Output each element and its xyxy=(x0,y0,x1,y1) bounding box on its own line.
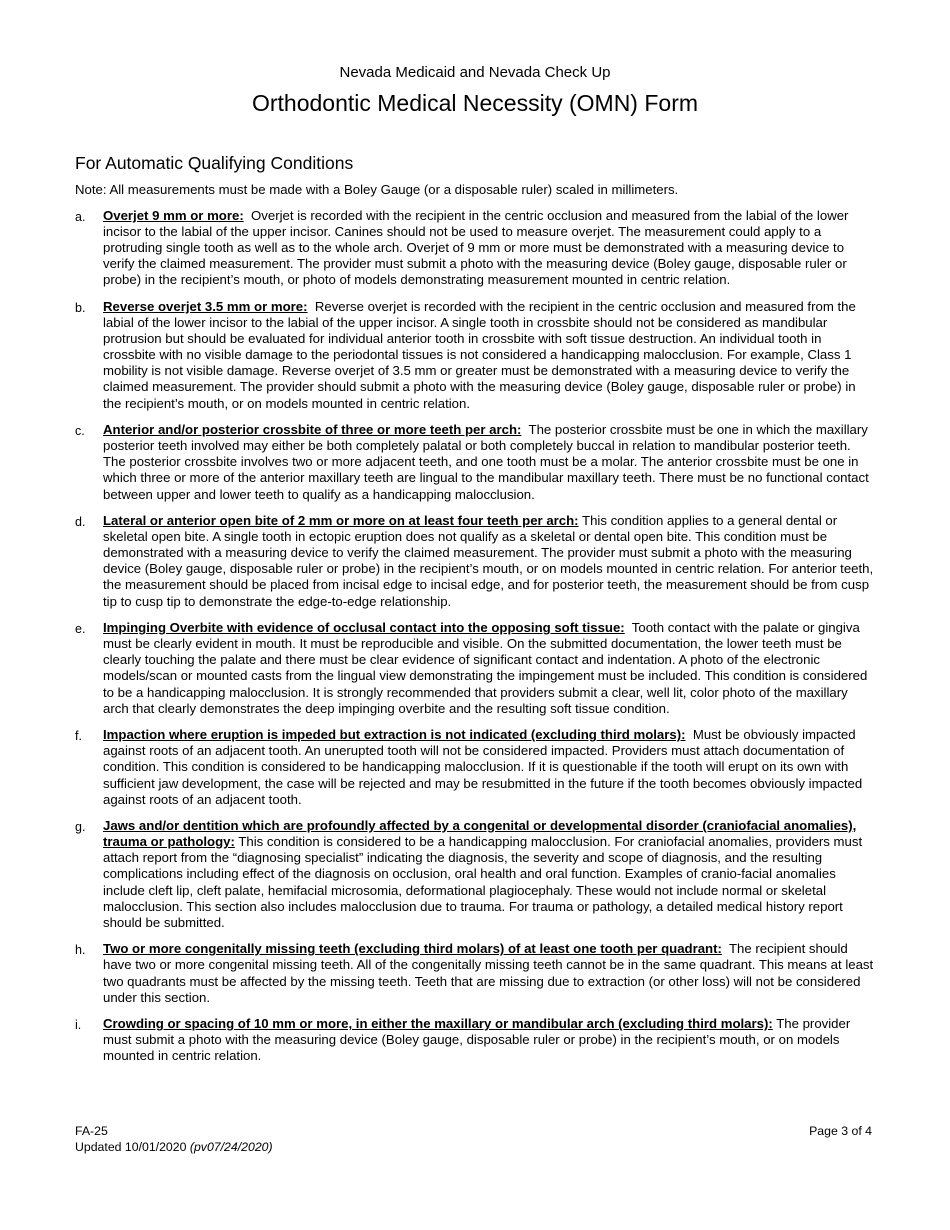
item-letter: f. xyxy=(75,729,82,744)
condition-item xyxy=(75,727,875,807)
item-heading: Impinging Overbite with evidence of occlusal contact into the opposing soft tissue: xyxy=(103,620,625,636)
item-text: Tooth contact with the palate or gingiva must be clearly evident in mouth. It must be reproducible and visible. On the submitted documentation, the lower teeth must be clearly touching the palate and there must be clear evidence of significant contact and indentation. A photo of the electronic models/scan or mounted casts from the lingual view demonstrating the impingement must be included. This condition is considered to be a handicapping malocclusion. It is strongly recommended that providers submit a clear, well lit, color photo of the maxillary arch that clearly demonstrates the deep impinging overbite and the resulting soft tissue condition. xyxy=(103,620,868,716)
item-text: This condition applies to a general dental or skeletal open bite. A single tooth in ectopic eruption does not qualify as a skeletal or dental open bite. This condition must be demonstrated with a measuring device to verify the claimed measurement. The provider must submit a photo with the measuring device (Boley gauge, disposable ruler or probe) in the recipient’s mouth, or on models mounted in centric relation. For anterior teeth, the measurement should be placed from incisal edge to incisal edge, and for posterior teeth, the measurement should be from cusp tip to cusp tip to demonstrate the edge-to-edge relationship. xyxy=(103,513,874,609)
organization-name: Nevada Medicaid and Nevada Check Up xyxy=(339,64,611,81)
item-letter: i. xyxy=(75,1018,82,1033)
item-letter: a. xyxy=(75,210,86,224)
item-text: This condition is considered to be a handicapping malocclusion. For craniofacial anomalies, providers must attach report from the “diagnosing specialist” indicating the diagnosis, the severity and scope of diagnosis, and the resulting complications including effect of the diagnosis on occlusion, oral health and oral function. Examples of cranio-facial anomalies include cleft lip, cleft palate, hemifacial microsomia, deformational plagiocephaly. These would not include normal or skeletal malocclusion. This section also includes malocclusion due to trauma. For trauma or pathology, a detailed medical history report should be submitted. xyxy=(103,834,863,930)
form-title: Orthodontic Medical Necessity (OMN) Form xyxy=(251,90,699,116)
item-letter: c. xyxy=(75,424,85,439)
item-text: The posterior crossbite must be one in which the maxillary posterior teeth involved may either be both completely palatal or both completely buccal in relation to mandibular posterior teeth. The posterior crossbite involves two or more adjacent teeth, and one tooth must be a molar. The anterior crossbite must be one in which three or more of the anterior maxillary teeth are lingual to the mandibular maxillary teeth. There must be no functional contact between upper and lower teeth to qualify as a handicapping malocclusion. xyxy=(103,422,869,502)
conditions-list xyxy=(75,208,875,1075)
item-text: Must be obviously impacted against roots of an adjacent tooth. An unerupted tooth will not be considered impacted. Providers must attach documentation of condition. This condition is considered to be handicapping malocclusion. If it is questionable if the tooth will erupt on its own with sufficient jaw development, the case will be rejected and may be resubmitted in the future if the tooth becomes obviously impacted against roots of an adjacent tooth. xyxy=(103,727,863,807)
item-heading: Anterior and/or posterior crossbite of three or more teeth per arch: xyxy=(103,422,522,438)
condition-item xyxy=(75,620,875,717)
item-letter: g. xyxy=(75,820,86,835)
condition-item xyxy=(75,818,875,931)
condition-item xyxy=(75,299,875,412)
item-letter: b. xyxy=(75,300,86,315)
item-text: Reverse overjet is recorded with the recipient in the centric occlusion and measured from the labial of the lower incisor to the labial of the upper incisor. A single tooth in crossbite should not be considered as mandibular protrusion but should be evaluated for individual anterior tooth in crossbite with soft tissue destruction. An individual tooth in crossbite with no visible damage to the periodontal tissues is not considered a handicapping malocclusion. For example, Class 1 mobility is not visible damage. Reverse overjet of 3.5 mm or greater must be demonstrated with a measuring device to verify the claimed measurement. The provider should submit a photo with the measuring device (Boley gauge, disposable ruler or probe) in the recipient’s mouth, or on models mounted in centric relation. xyxy=(103,298,856,411)
condition-item xyxy=(75,941,875,1005)
item-text: The provider must submit a photo with the measuring device (Boley gauge, disposable ruler or probe) in the recipient’s mouth, or on models mounted in centric relation. xyxy=(103,1016,851,1064)
item-letter: e. xyxy=(75,622,86,637)
item-text: The recipient should have two or more congenital missing teeth. All of the congenitally missing teeth cannot be in the same quadrant. This means at least two quadrants must be affected by the missing teeth. Teeth that are missing due to extraction (or other loss) will not be considered under this section. xyxy=(103,941,874,1005)
item-letter: d. xyxy=(75,515,86,530)
page-number: Page 3 of 4 xyxy=(809,1124,872,1138)
footer-form-info xyxy=(75,1124,273,1155)
item-heading: Jaws and/or dentition which are profoundly affected by a congenital or developmental disorder (craniofacial anomalies), trauma or pathology: xyxy=(103,818,857,850)
updated-line xyxy=(75,1140,273,1156)
item-text: Overjet is recorded with the recipient in the centric occlusion and measured from the labial of the lower incisor to the labial of the upper incisor. Canines should not be used to measure overjet. The measurement could apply to a protruding single tooth as well as to the whole arch. Overjet of 9 mm or more must be demonstrated with a measuring device to verify the claimed measurement. The provider must submit a photo with the measuring device (Boley gauge, disposable ruler or probe) in the recipient’s mouth, or photo of models demonstrating measurement mounted in centric relation. xyxy=(103,208,849,288)
form-number: FA-25 xyxy=(75,1124,108,1138)
item-heading: Overjet 9 mm or more: xyxy=(103,208,244,223)
condition-item xyxy=(75,208,875,288)
condition-item xyxy=(75,422,875,502)
measurement-note: Note: All measurements must be made with a Boley Gauge (or a disposable ruler) scaled in millimeters. xyxy=(75,182,679,197)
item-heading: Reverse overjet 3.5 mm or more: xyxy=(103,298,308,314)
item-heading: Two or more congenitally missing teeth (excluding third molars) of at least one tooth per quadrant: xyxy=(103,941,722,957)
item-letter: h. xyxy=(75,943,86,958)
item-heading: Lateral or anterior open bite of 2 mm or more on at least four teeth per arch: xyxy=(103,513,579,529)
item-heading: Impaction where eruption is impeded but extraction is not indicated (excluding third molars): xyxy=(103,727,686,743)
item-heading: Crowding or spacing of 10 mm or more, in either the maxillary or mandibular arch (excluding third molars): xyxy=(103,1016,773,1032)
condition-item xyxy=(75,1016,875,1064)
updated-date: Updated 10/01/2020 xyxy=(75,1139,187,1154)
version-code: (pv07/24/2020) xyxy=(189,1139,273,1154)
condition-item xyxy=(75,513,875,610)
section-title: For Automatic Qualifying Conditions xyxy=(75,153,354,173)
